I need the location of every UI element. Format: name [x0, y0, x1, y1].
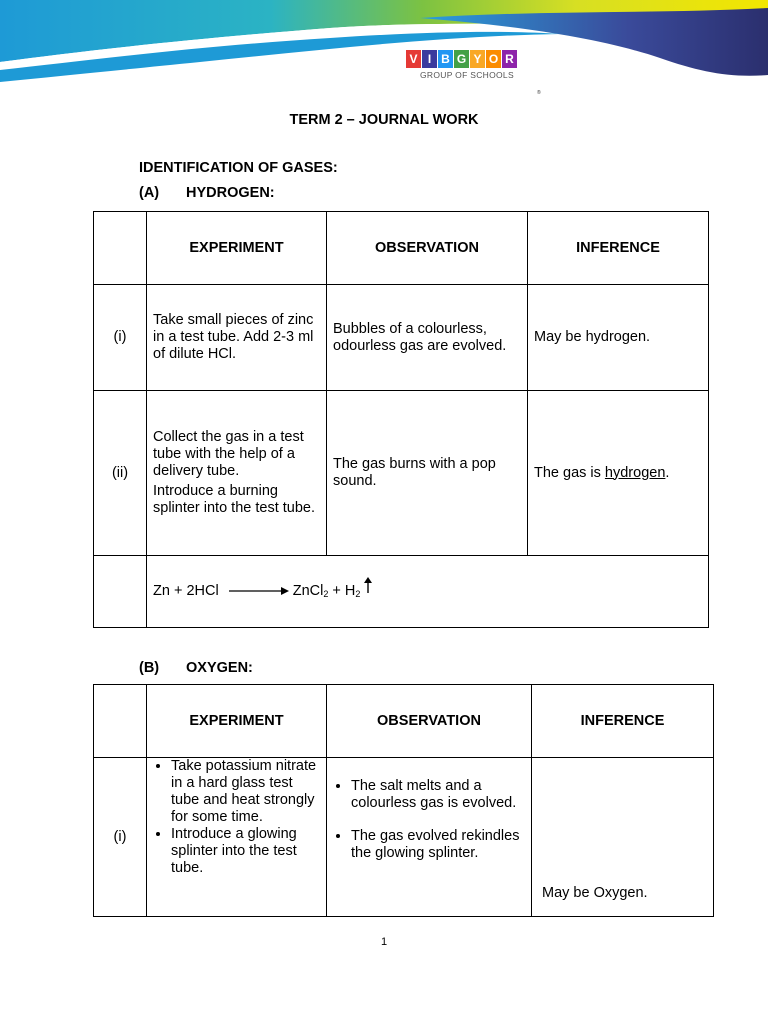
header-observation: OBSERVATION [327, 685, 532, 758]
header-banner [0, 0, 768, 100]
section-a-label: (A) [139, 185, 160, 201]
equation-subscript: 2 [323, 589, 329, 599]
chemical-equation [153, 583, 372, 599]
registered-mark: ® [537, 90, 541, 96]
section-a-name: HYDROGEN: [186, 185, 275, 201]
logo-letter: Y [470, 50, 485, 68]
section-b-label: (B) [139, 660, 160, 676]
experiment-cell: Take small pieces of zinc in a test tube. Add 2-3 ml of dilute HCl. [147, 285, 327, 391]
observation-cell [327, 758, 532, 917]
header-experiment: EXPERIMENT [147, 685, 327, 758]
logo-letter: V [406, 50, 421, 68]
equation-row [94, 556, 709, 628]
logo-letter: I [422, 50, 437, 68]
header-observation: OBSERVATION [327, 212, 528, 285]
row-number: (ii) [94, 391, 147, 556]
table-header-row [94, 212, 709, 285]
list-item: • The salt melts and a colourless gas is evolved. [351, 778, 525, 812]
logo-letter: R [502, 50, 517, 68]
section-a-heading [139, 185, 275, 201]
observation-cell: Bubbles of a colourless, odourless gas are evolved. [327, 285, 528, 391]
inference-prefix: The gas is [534, 464, 605, 481]
page-title: TERM 2 – JOURNAL WORK [289, 112, 479, 128]
observation-cell: The gas burns with a pop sound. [327, 391, 528, 556]
row-number: (i) [94, 285, 147, 391]
header-empty-cell [94, 212, 147, 285]
header-inference: INFERENCE [528, 212, 709, 285]
equation-reactants: Zn + 2HCl [153, 583, 219, 599]
logo-letters [406, 50, 542, 68]
logo-letter: O [486, 50, 501, 68]
equation-plus: + H [328, 583, 356, 599]
row-number: (i) [94, 758, 147, 917]
observation-list [333, 778, 525, 862]
experiment-step: Collect the gas in a test tube with the help of a delivery tube. [153, 429, 304, 479]
equation-product-1: ZnCl [292, 583, 324, 599]
experiment-cell [147, 391, 327, 556]
section-b-heading [139, 660, 253, 676]
list-item: • Take potassium nitrate in a hard glass test tube and heat strongly for some time. [171, 758, 320, 826]
header-inference: INFERENCE [532, 685, 714, 758]
school-logo [406, 50, 542, 96]
header-empty-cell [94, 685, 147, 758]
gas-evolved-arrow-icon [364, 577, 372, 593]
inference-cell: May be Oxygen. [532, 758, 714, 917]
page-number: 1 [380, 936, 388, 948]
table-row [94, 391, 709, 556]
hydrogen-table [93, 211, 709, 628]
equation-subscript: 2 [355, 589, 361, 599]
list-item: • Introduce a glowing splinter into the test tube. [171, 826, 320, 877]
table-row [94, 285, 709, 391]
inference-cell [528, 391, 709, 556]
experiment-step: Introduce a burning splinter into the test tube. [153, 483, 316, 516]
header-experiment: EXPERIMENT [147, 212, 327, 285]
inference-cell: May be hydrogen. [528, 285, 709, 391]
experiment-cell [147, 758, 327, 917]
reaction-arrow-icon [229, 586, 289, 596]
equation-empty-cell [94, 556, 147, 628]
logo-subtitle: GROUP OF SCHOOLS [420, 70, 514, 80]
list-item: • The gas evolved rekindles the glowing splinter. [351, 828, 525, 862]
equation-cell [147, 556, 709, 628]
table-row [94, 758, 714, 917]
inference-suffix: . [665, 464, 670, 481]
inference-underlined: hydrogen [604, 464, 666, 481]
section-heading: IDENTIFICATION OF GASES: [139, 160, 338, 176]
experiment-list [153, 758, 320, 877]
logo-letter: G [454, 50, 469, 68]
oxygen-table [93, 684, 714, 917]
logo-letter: B [438, 50, 453, 68]
section-b-name: OXYGEN: [186, 660, 253, 676]
table-header-row [94, 685, 714, 758]
